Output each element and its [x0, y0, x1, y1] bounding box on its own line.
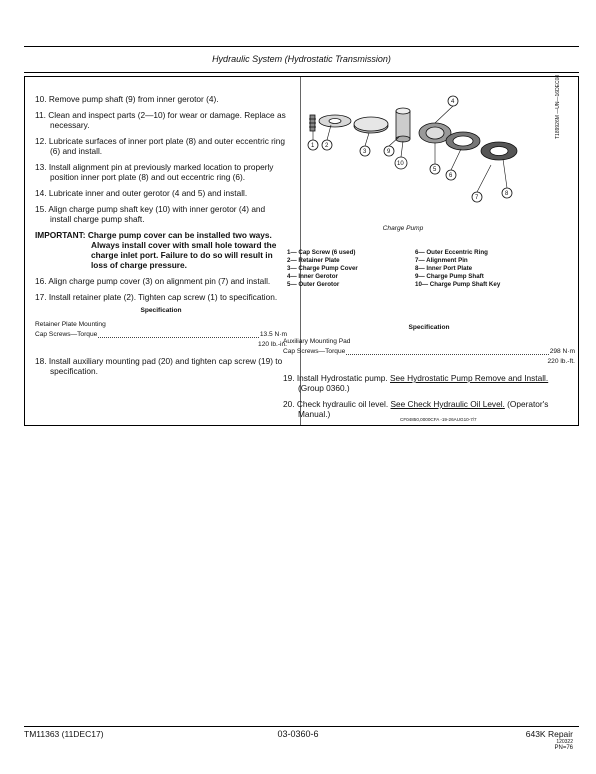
left-column: [35, 94, 287, 382]
spec-value: 298 N·m: [549, 348, 575, 355]
spec-row: [283, 347, 575, 357]
legend-left: [287, 249, 358, 289]
legend-item: 8— Inner Port Plate: [415, 265, 473, 272]
check-oil-level-link[interactable]: See Check Hydraulic Oil Level.: [390, 399, 505, 409]
legend-item: 5— Outer Gerotor: [287, 281, 340, 288]
important-note: IMPORTANT: Charge pump cover can be installed two ways. Always install cover with small hole toward the charge inlet port. Failure to do so will result in loss of charge pressure.: [35, 230, 277, 270]
svg-text:10: 10: [397, 161, 404, 167]
legend-item: 7— Alignment Pin: [415, 257, 468, 264]
step-10: 10. Remove pump shaft (9) from inner gerotor (4).: [35, 94, 219, 104]
step-18: 18. Install auxiliary mounting pad (20) and tighten cap screw (19) to specification.: [35, 356, 283, 376]
legend-item: 9— Charge Pump Shaft: [415, 273, 484, 280]
step-20: 20. Check hydraulic oil level. See Check Hydraulic Oil Level. (Operator's Manual.): [283, 399, 549, 419]
top-rule: [24, 46, 579, 47]
figure-id: T189926M —UN—16DEC08: [555, 74, 561, 139]
leader-dots: [346, 347, 548, 355]
step-15: 15. Align charge pump shaft key (10) with inner gerotor (4) and install charge pump shaft.: [35, 204, 266, 224]
spec-title: Retainer Plate Mounting: [35, 321, 106, 328]
legend-item: 2— Retainer Plate: [287, 257, 340, 264]
step-11: 11. Clean and inspect parts (2—10) for wear or damage. Replace as necessary.: [35, 110, 286, 130]
svg-text:5: 5: [433, 167, 437, 173]
legend-item: 1— Cap Screw (6 used): [287, 249, 356, 256]
footer-doc-id: TM11363 (11DEC17): [24, 729, 104, 739]
step-17: 17. Install retainer plate (2). Tighten cap screw (1) to specification.: [35, 292, 278, 302]
gerotor-illustration: [396, 111, 410, 139]
footer-code: 120322: [556, 739, 573, 745]
spec-alt-value: 120 lb.-in.: [258, 341, 287, 348]
svg-text:4: 4: [451, 99, 455, 105]
leader-dots: [98, 330, 259, 338]
content-box: [24, 76, 579, 426]
svg-text:9: 9: [387, 149, 391, 155]
step-13: 13. Install alignment pin at previously marked location to properly position inner port plate (8) and out eccentric ring (6).: [35, 162, 274, 182]
legend-right: [415, 249, 500, 289]
svg-text:7: 7: [475, 195, 479, 201]
svg-text:1: 1: [311, 143, 315, 149]
page-header: Hydraulic System (Hydrostatic Transmission): [212, 54, 391, 64]
step-12: 12. Lubricate surfaces of inner port plate (8) and outer eccentric ring (6) and install.: [35, 136, 285, 156]
step-16: 16. Align charge pump cover (3) on alignment pin (7) and install.: [35, 276, 271, 286]
legend-item: 6— Outer Eccentric Ring: [415, 249, 488, 256]
svg-text:6: 6: [449, 173, 453, 179]
bottom-rule: [24, 726, 579, 727]
step-19: 19. Install Hydrostatic pump. See Hydrostatic Pump Remove and Install. (Group 0360.): [283, 373, 549, 393]
spec-alt-value: 220 lb.-ft.: [547, 358, 575, 365]
svg-text:2: 2: [325, 143, 329, 149]
spec-heading: Specification: [408, 324, 450, 331]
figure-caption: Charge Pump: [382, 225, 424, 232]
footer-page-number: 03-0360-6: [277, 729, 319, 739]
svg-text:8: 8: [505, 191, 509, 197]
right-column: [283, 319, 575, 425]
source-code: CF04850,0000CFA -19-26AUG10-7/7: [400, 417, 477, 422]
hydrostatic-pump-link[interactable]: See Hydrostatic Pump Remove and Install.: [390, 373, 549, 383]
header-rule: [24, 72, 579, 73]
spec-title: Auxiliary Mounting Pad: [283, 338, 351, 345]
spec-heading: Specification: [140, 307, 182, 314]
footer-manual-title: 643K Repair: [525, 729, 573, 739]
footer-pn: PN=76: [554, 745, 573, 751]
footer-manual: [430, 729, 573, 751]
spec-label: Cap Screws—Torque: [283, 348, 346, 355]
step-14: 14. Lubricate inner and outer gerotor (4 and 5) and install.: [35, 188, 248, 198]
legend-item: 4— Inner Gerotor: [287, 273, 338, 280]
legend-item: 3— Charge Pump Cover: [287, 265, 358, 272]
charge-pump-figure: [303, 93, 571, 243]
legend-item: 10— Charge Pump Shaft Key: [415, 281, 501, 288]
spec-label: Cap Screws—Torque: [35, 331, 98, 338]
spec-row: [35, 330, 287, 340]
spec-value: 13.5 N·m: [259, 331, 287, 338]
svg-text:3: 3: [363, 149, 367, 155]
